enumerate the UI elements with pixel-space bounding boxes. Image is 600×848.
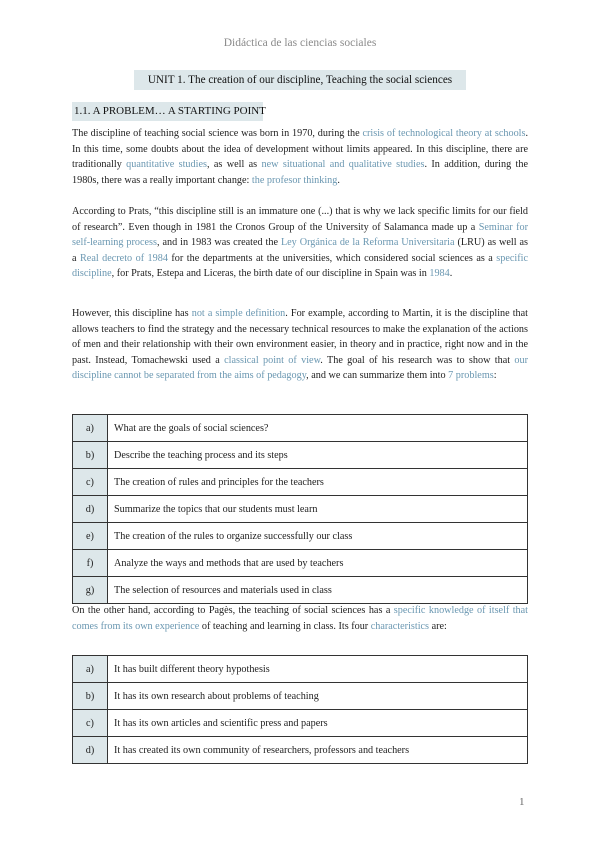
problems-table — [72, 414, 528, 604]
highlighted-phrase: new situational and qualitative studies — [261, 159, 425, 170]
table-row — [73, 442, 528, 469]
highlighted-phrase: classical point of view — [224, 354, 321, 366]
paragraph-text: of teaching and learning in class. Its four — [199, 620, 371, 632]
unit-title: UNIT 1. The creation of our discipline, Teaching the social sciences — [134, 70, 466, 90]
paragraph-text: . — [337, 174, 340, 186]
paragraph-text: However, this discipline has — [72, 308, 192, 319]
highlighted-phrase: not a simple definition — [191, 308, 286, 319]
paragraph-text: , as well as — [206, 159, 262, 170]
paragraph-text: . For example, according to Martin, it is the discipline that allows teachers to find the strategy and the necessary technical resources to make the explanation of the actions of men and their relationship with their own environment easier, in theory and in practice, right now and in the past. Instead, Tomachewski used a — [72, 308, 528, 366]
highlighted-phrase: specific knowledge of itself that comes from its own experience — [72, 605, 528, 632]
row-letter: c) — [73, 469, 108, 496]
paragraph-text: , and in 1983 was created the — [157, 237, 281, 248]
paragraph-origin — [72, 126, 528, 188]
row-letter: e) — [73, 523, 108, 550]
paragraph-text: . — [449, 268, 453, 279]
paragraph-text: , for Prats, Estepa and Liceras, the birth date of our discipline in Spain was in — [111, 268, 430, 279]
paragraph-text: The discipline of teaching social science was born in 1970, during the — [72, 128, 363, 139]
table-row — [73, 550, 528, 577]
highlighted-phrase: quantitative studies — [126, 159, 207, 170]
row-text: It has created its own community of researchers, professors and teachers — [108, 737, 528, 764]
row-letter: d) — [73, 496, 108, 523]
row-text: It has built different theory hypothesis — [108, 656, 528, 683]
row-letter: b) — [73, 442, 108, 469]
table-row — [73, 656, 528, 683]
highlighted-phrase: crisis of technological theory at schools — [362, 128, 526, 139]
paragraph-text: . In addition, during the 1980s, there was a really important change: — [72, 159, 528, 186]
highlighted-phrase: specific discipline — [72, 252, 528, 279]
paragraph-text: (LRU) as well as a — [72, 237, 528, 264]
table-row — [73, 415, 528, 442]
highlighted-phrase: characteristics — [370, 620, 430, 632]
paragraph-text: : — [493, 370, 497, 381]
row-letter: a) — [73, 656, 108, 683]
highlighted-phrase: Real decreto of 1984 — [80, 252, 168, 264]
running-header: Didáctica de las ciencias sociales — [223, 37, 377, 49]
table-row — [73, 683, 528, 710]
highlighted-phrase: Ley Orgánica de la Reforma Universitaria — [280, 237, 455, 248]
row-letter: d) — [73, 737, 108, 764]
paragraph-text: . The goal of his research was to show that — [320, 354, 515, 366]
row-letter: c) — [73, 710, 108, 737]
highlighted-phrase: our discipline cannot be separated from the aims of pedagogy — [72, 354, 528, 381]
row-letter: g) — [73, 577, 108, 604]
section-title: 1.1. A PROBLEM… A STARTING POINT — [72, 102, 263, 121]
highlighted-phrase: Seminar for self-learning process — [72, 221, 528, 248]
row-text: The creation of the rules to organize successfully our class — [108, 523, 528, 550]
row-text: It has its own research about problems of teaching — [108, 683, 528, 710]
paragraph-definition — [72, 306, 528, 384]
table-row — [73, 469, 528, 496]
row-text: The selection of resources and materials used in class — [108, 577, 528, 604]
highlighted-phrase: 1984 — [429, 268, 450, 279]
paragraph-text: for the departments at the universities, which considered social sciences as a — [167, 252, 497, 264]
row-letter: f) — [73, 550, 108, 577]
row-text: The creation of rules and principles for the teachers — [108, 469, 528, 496]
table-row — [73, 496, 528, 523]
highlighted-phrase: the profesor thinking — [251, 174, 338, 186]
row-letter: a) — [73, 415, 108, 442]
row-text: Summarize the topics that our students must learn — [108, 496, 528, 523]
table-row — [73, 523, 528, 550]
paragraph-prats — [72, 204, 528, 282]
row-text: Describe the teaching process and its steps — [108, 442, 528, 469]
row-text: Analyze the ways and methods that are used by teachers — [108, 550, 528, 577]
paragraph-text: According to Prats, “this discipline still is an immature one (...) that is why we lack specific limits for our field of research”. Even though in 1981 the Cronos Group of the University of Salamanca made up a — [72, 206, 528, 233]
paragraph-text: , and we can summarize them into — [306, 370, 449, 381]
paragraph-text: On the other hand, according to Pagès, the teaching of social sciences has a — [72, 605, 394, 616]
page-number: 1 — [519, 796, 525, 808]
table-row — [73, 737, 528, 764]
characteristics-table — [72, 655, 528, 764]
table-row — [73, 710, 528, 737]
row-letter: b) — [73, 683, 108, 710]
paragraph-pages — [72, 603, 528, 634]
row-text: What are the goals of social sciences? — [108, 415, 528, 442]
paragraph-text: are: — [429, 620, 447, 632]
highlighted-phrase: 7 problems — [448, 370, 494, 381]
table-row — [73, 577, 528, 604]
paragraph-text: . In this time, some doubts about the idea of development without limits appeared. In this discipline, there are traditionally — [72, 128, 529, 170]
row-text: It has its own articles and scientific press and papers — [108, 710, 528, 737]
